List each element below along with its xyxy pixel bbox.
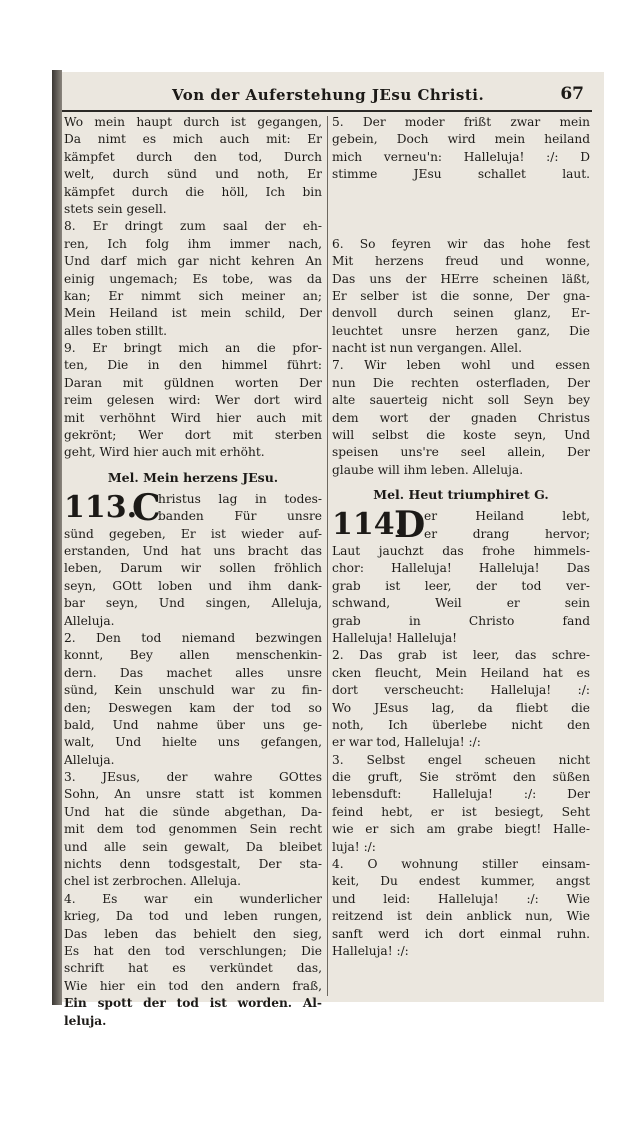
text-line: gekrönt; Wer dort mit sterben <box>64 428 322 443</box>
text-line: den; Deswegen kam der tod so <box>64 700 322 715</box>
hymn-number: 114. <box>332 507 406 543</box>
verse-8 <box>64 218 322 340</box>
text-line: mich verneu'n: Halleluja! :/: D <box>332 149 590 164</box>
text-line: leluja. <box>64 1013 107 1028</box>
text-line: grab in Christo fand <box>332 613 590 628</box>
text-line: Daran mit güldnen worten Der <box>64 375 322 390</box>
hymn-114-first-lines <box>424 508 590 543</box>
text-line: sünd gegeben, Er ist wieder auf- <box>64 526 322 541</box>
text-line: cken fleucht, Mein Heiland hat es <box>332 665 590 680</box>
text-line: dern. Das machet alles unsre <box>64 665 322 680</box>
text-line: dem wort der gnaden Christus <box>332 410 590 425</box>
text-line: krieg, Da tod und leben rungen, <box>64 909 322 924</box>
text-line: 7. Wir leben wohl und essen <box>332 358 590 373</box>
text-line: Er selber ist die sonne, Der gna- <box>332 288 590 303</box>
text-line: speisen uns're seel allein, Der <box>332 445 590 460</box>
text-line: stimme JEsu schallet laut. <box>332 167 590 182</box>
text-line: 4. Es war ein wunderlicher <box>64 891 322 906</box>
text-line: 6. So feyren wir das hohe fest <box>332 236 590 251</box>
text-line: banden Für unsre <box>158 509 322 524</box>
text-line: 4. O wohnung stiller einsam- <box>332 857 590 872</box>
text-line: will selbst die koste seyn, Und <box>332 428 590 443</box>
text-line: konnt, Bey allen menschenkin- <box>64 648 322 663</box>
text-line: dort verscheucht: Halleluja! :/: <box>332 683 590 698</box>
verse-3 <box>64 769 322 891</box>
text-line: Halleluja! Halleluja! <box>332 630 458 645</box>
text-line: ren, Ich folg ihm immer nach, <box>64 236 322 251</box>
text-line: mit dem tod genommen Sein recht <box>64 822 322 837</box>
right-column <box>332 114 590 960</box>
hymn-114 <box>332 504 590 647</box>
text-line: lebensduft: Halleluja! :/: Der <box>332 787 590 802</box>
text-line: kämpfet durch den tod, Durch <box>64 149 322 164</box>
text-line: hristus lag in todes- <box>158 491 322 506</box>
text-line: nichts denn todsgestalt, Der sta- <box>64 857 322 872</box>
text-line: ten, Die in den himmel führt: <box>64 358 322 373</box>
text-line: die gruft, Sie strömt den süßen <box>332 770 590 785</box>
text-line: keit, Du endest kummer, angst <box>332 874 590 889</box>
text-line: mit verhöhnt Wird hier auch mit <box>64 410 322 425</box>
text-line: chor: Halleluja! Halleluja! Das <box>332 561 590 576</box>
text-line: Wo JEsus lag, da fliebt die <box>332 700 590 715</box>
text-line: sanft werd ich dort einmal ruhn. <box>332 926 590 941</box>
hymn-114-opening <box>332 504 590 547</box>
text-line: Und hat die sünde abgethan, Da- <box>64 804 322 819</box>
text-line: alles toben stillt. <box>64 323 167 338</box>
text-line: reim gelesen wird: Wer dort wird <box>64 393 322 408</box>
verse-7-continuation <box>64 114 322 218</box>
left-column <box>64 114 322 1030</box>
text-line: nun Die rechten osterfladen, Der <box>332 375 590 390</box>
text-line: luja! :/: <box>332 839 376 854</box>
text-line <box>332 201 590 218</box>
text-line: geht, Wird hier auch mit erhöht. <box>64 445 265 460</box>
text-line: stets sein gesell. <box>64 201 167 216</box>
verse-4 <box>64 891 322 1030</box>
text-line: noth, Ich überlebe nicht den <box>332 717 590 732</box>
text-line: einig ungemach; Es tobe, was da <box>64 271 322 286</box>
text-line: sünd, Kein unschuld war zu fin- <box>64 683 322 698</box>
text-line: kan; Er nimmt sich meiner an; <box>64 288 322 303</box>
text-line: Das leben das behielt den sieg, <box>64 926 322 941</box>
verse-6 <box>332 236 590 358</box>
text-line: grab ist leer, der tod ver- <box>332 578 590 593</box>
text-line: 8. Er dringt zum saal der eh- <box>64 219 322 234</box>
text-line: 2. Den tod niemand bezwingen <box>64 630 322 645</box>
text-line: Das uns der HErre scheinen läßt, <box>332 271 590 286</box>
text-line: erstanden, Und hat uns bracht das <box>64 544 322 558</box>
page-header <box>62 84 592 112</box>
text-line: schrift hat es verkündet das, <box>64 961 322 976</box>
text-line <box>332 218 590 235</box>
melody-line: Mel. Mein herzens JEsu. <box>107 469 279 485</box>
melody-line: Mel. Heut triumphiret G. <box>373 487 549 503</box>
text-line: Wie hier ein tod den andern fraß, <box>64 978 322 993</box>
text-line: 3. JEsus, der wahre GOttes <box>64 770 322 785</box>
text-line <box>332 184 590 201</box>
text-line: Mit herzens freud und wonne, <box>332 254 590 269</box>
text-line: er drang hervor; <box>424 526 590 541</box>
text-line: alte sauerteig nicht soll Seyn bey <box>332 393 590 408</box>
text-line: reitzend ist dein anblick nun, Wie <box>332 909 590 924</box>
running-head: Von der Auferstehung JEsu Christi. <box>172 86 485 104</box>
verse-9 <box>64 340 322 462</box>
hymn-number: 113. <box>64 489 138 525</box>
page-number: 67 <box>560 84 584 104</box>
verse-2 <box>64 630 322 769</box>
drop-cap: C <box>132 486 161 529</box>
text-line: Alleluja. <box>64 752 115 767</box>
text-line: 3. Selbst engel scheuen nicht <box>332 752 590 767</box>
text-line: Sohn, An unsre statt ist kommen <box>64 787 322 802</box>
text-line: feind hebt, er ist besiegt, Seht <box>332 804 590 819</box>
text-line: seyn, GOtt loben und ihm dank- <box>64 578 322 593</box>
text-line: 2. Das grab ist leer, das schre- <box>332 648 590 663</box>
verse-3 <box>332 752 590 856</box>
text-line: 5. Der moder frißt zwar mein <box>332 115 590 129</box>
header-rule <box>62 110 592 112</box>
hymn-113-opening <box>64 486 322 529</box>
text-line: er Heiland lebt, <box>424 509 590 524</box>
text-line: er war tod, Halleluja! :/: <box>332 735 481 750</box>
text-line: Da nimt es mich auch mit: Er <box>64 132 322 147</box>
text-line: Alleluja. <box>64 613 115 628</box>
text-line: und leid: Halleluja! :/: Wie <box>332 891 590 906</box>
verse-4 <box>332 856 590 960</box>
verse-7 <box>332 357 590 479</box>
text-line: bar seyn, Und singen, Alleluja, <box>64 596 322 611</box>
text-line: nacht ist nun vergangen. Allel. <box>332 341 522 356</box>
text-line: welt, durch sünd und noth, Er <box>64 167 322 182</box>
text-line: denvoll durch seinen glanz, Er- <box>332 306 590 321</box>
text-line: Mein Heiland ist mein schild, Der <box>64 306 322 321</box>
hymn-113-first-lines <box>158 491 322 526</box>
text-line: wie er sich am grabe biegt! Halle- <box>332 822 590 837</box>
text-line: glaube will ihm leben. Alleluja. <box>332 462 524 477</box>
column-divider <box>327 116 328 996</box>
text-line: gebein, Doch wird mein heiland <box>332 132 590 147</box>
drop-cap: D <box>394 504 426 547</box>
verse-2 <box>332 647 590 751</box>
book-gutter <box>52 70 62 1005</box>
text-line: leuchtet unsre herzen ganz, Die <box>332 323 590 338</box>
text-line: Und darf mich gar nicht kehren An <box>64 254 322 269</box>
text-line: Es hat den tod verschlungen; Die <box>64 943 322 958</box>
text-line: leben, Darum wir sollen fröhlich <box>64 561 322 576</box>
text-line: Wo mein haupt durch ist gegangen, <box>64 115 322 129</box>
text-line: 9. Er bringt mich an die pfor- <box>64 341 322 356</box>
text-line: schwand, Weil er sein <box>332 596 590 611</box>
text-line: kämpfet durch die höll, Ich bin <box>64 184 322 199</box>
text-line: und alle sein gewalt, Da bleibet <box>64 839 322 854</box>
text-line: Laut jauchzt das frohe himmels- <box>332 544 590 558</box>
verse-5 <box>332 114 590 236</box>
text-line: bald, Und nahme über uns ge- <box>64 717 322 732</box>
text-line: chel ist zerbrochen. Alleluja. <box>64 874 241 889</box>
text-line: Ein spott der tod ist worden. Al- <box>64 996 322 1011</box>
text-line: walt, Und hielte uns gefangen, <box>64 735 322 750</box>
hymn-113 <box>64 486 322 630</box>
text-line: Halleluja! :/: <box>332 943 409 958</box>
